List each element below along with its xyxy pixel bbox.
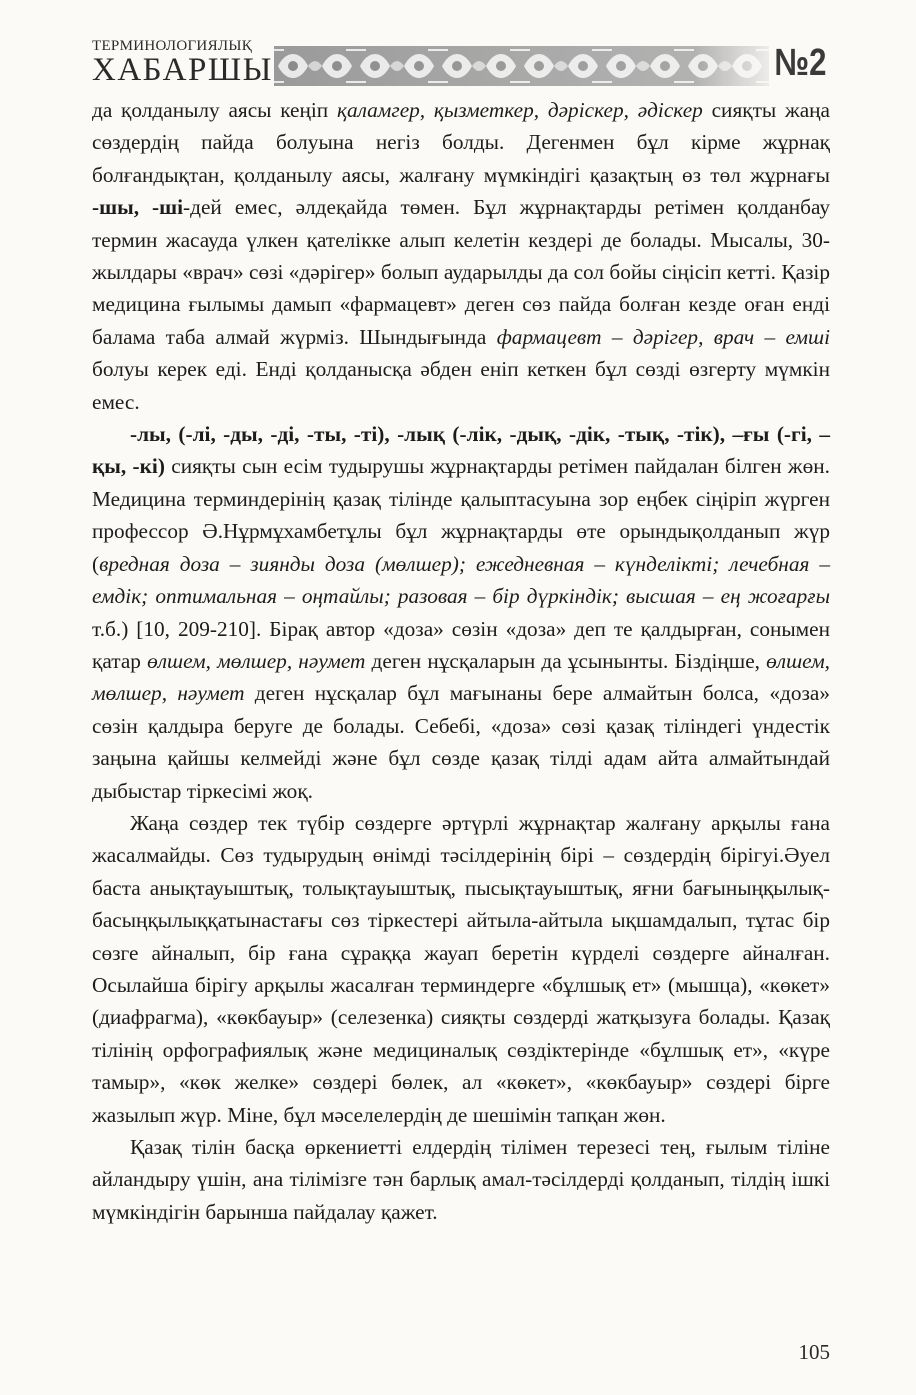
journal-title-line1: ТЕРМИНОЛОГИЯЛЫҚ xyxy=(92,38,253,54)
italic-text: өлшем, мөлшер, нәумет xyxy=(147,648,366,673)
paragraph-4 xyxy=(92,1131,830,1228)
text-run: -дей емес, әлдеқайда төмен. Бұл жұрнақтарды ретімен қолданбау термин жасауда үлкен қателікке алып келетін кездері де болады. Мысалы, 30-жылдары «врач» сөзі «дәрігер» болып аударылды да сол бойы сіңісіп кетті. Қазір медицина ғылымы дамып «фармацевт» деген сөз пайда болған кезде оған енді балама таба алмай жүрміз. Шындығында xyxy=(92,195,830,349)
italic-text: фармацевт – дәрігер, врач – емші xyxy=(496,324,830,349)
text-run: Қазақ тілін басқа өркениетті елдердің тілімен терезесі тең, ғылым тіліне айландыру үшін, ана тілімізге тән барлық амал-тәсілдерді қолданып, тілдің ішкі мүмкіндігін барынша пайдалау қажет. xyxy=(92,1135,830,1224)
paragraph-2 xyxy=(92,418,830,807)
text-run: Жаңа сөздер тек түбір сөздерге әртүрлі жұрнақтар жалғану арқылы ғана жасалмайды. Сөз тудырудың өнімді тәсілдерінің бірі – сөздердің бірігуі.Әуел баста анықтауыштық, толықтауыштық, пысықтауыштық, яғни бағыныңқылық-басыңқылыққатынастағы сөз тіркестері айтыла-айтыла ықшамдалып, тұтас бір сөзге айналып, бір ғана сұраққа жауап беретін күрделі сөздерге айналған. Осылайша бірігу арқылы жасалған терминдерге «бұлшық ет» (мышца), «көкет» (диафрагма), «көкбауыр» (селезенка) сияқты сөздерді жатқызуға болады. Қазақ тілінің орфографиялық және медициналық сөздіктерінде «бұлшық ет», «күре тамыр», «көк желке» сөздері бөлек, ал «көкет», «көкбауыр» сөздері бірге жазылып жүр. Міне, бұл мәселелердің де шешімін тапқан жөн. xyxy=(92,810,830,1127)
italic-text: вредная доза – зиянды доза (мөлшер); ежедневная – күнделікті; лечебная –емдік; оптимальная – оңтайлы; разовая – бір дүркіндік; высшая – ең жоғарғы xyxy=(92,551,830,609)
article-body xyxy=(92,94,830,1228)
paragraph-3 xyxy=(92,807,830,1131)
ornament-band xyxy=(274,46,769,86)
journal-title-line2: ХАБАРШЫ xyxy=(92,52,273,88)
page-number: 105 xyxy=(798,1340,830,1364)
text-run: болуы керек еді. Енді қолданысқа әбден еніп кеткен бұл сөзді өзгерту мүмкін емес. xyxy=(92,357,830,414)
italic-text: өлшем, мөлшер, нәумет xyxy=(92,648,830,706)
text-run: деген нұсқаларын да ұсынынты. Біздіңше, xyxy=(365,648,767,673)
text-run: деген нұсқалар бұл мағынаны бере алмайтын болса, «доза» сөзін қалдыра беруге де болады. Себебі, «доза» сөзі қазақ тіліндегі үндестік заңына қайшы келмейді және бұл сөзде қазақ тілді адам айта алмайтындай дыбыстар тіркесімі жоқ. xyxy=(92,681,830,803)
text-run: сияқты сын есім тудырушы жұрнақтарды ретімен пайдалан білген жөн. Медицина терминдерінің қазақ тілінде қалыптасуына зор еңбек сіңіріп жүрген профессор Ә.Нұрмұхамбетұлы бұл жұрнақтарды өте орындықолданып жүр ( xyxy=(92,454,830,576)
paragraph-1 xyxy=(92,94,830,418)
text-run: сияқты жаңа сөздердің пайда болуына негіз болды. Дегенмен бұл кірме жұрнақ болғандықтан, қолданылу аясы, жалғану мүмкіндігі қазақтың өз төл жұрнағы xyxy=(92,98,830,187)
bold-text: -шы, -ші xyxy=(92,195,184,220)
italic-text: қаламгер, қызметкер, дәріскер, әдіскер xyxy=(336,98,703,122)
page-header xyxy=(92,38,832,90)
bold-text: -лы, (-лі, -ды, -ді, -ты, -ті), -лық (-лік, -дық, -дік, -тық, -тік), –ғы (-гі, –қы, -кі) xyxy=(92,422,830,479)
text-run: т.б.) [10, 209-210]. Бірақ автор «доза» сөзін «доза» деп те қалдырған, сонымен қатар xyxy=(92,616,830,673)
issue-number: №2 xyxy=(773,42,826,84)
text-run: да қолданылу аясы кеңіп xyxy=(92,98,337,122)
